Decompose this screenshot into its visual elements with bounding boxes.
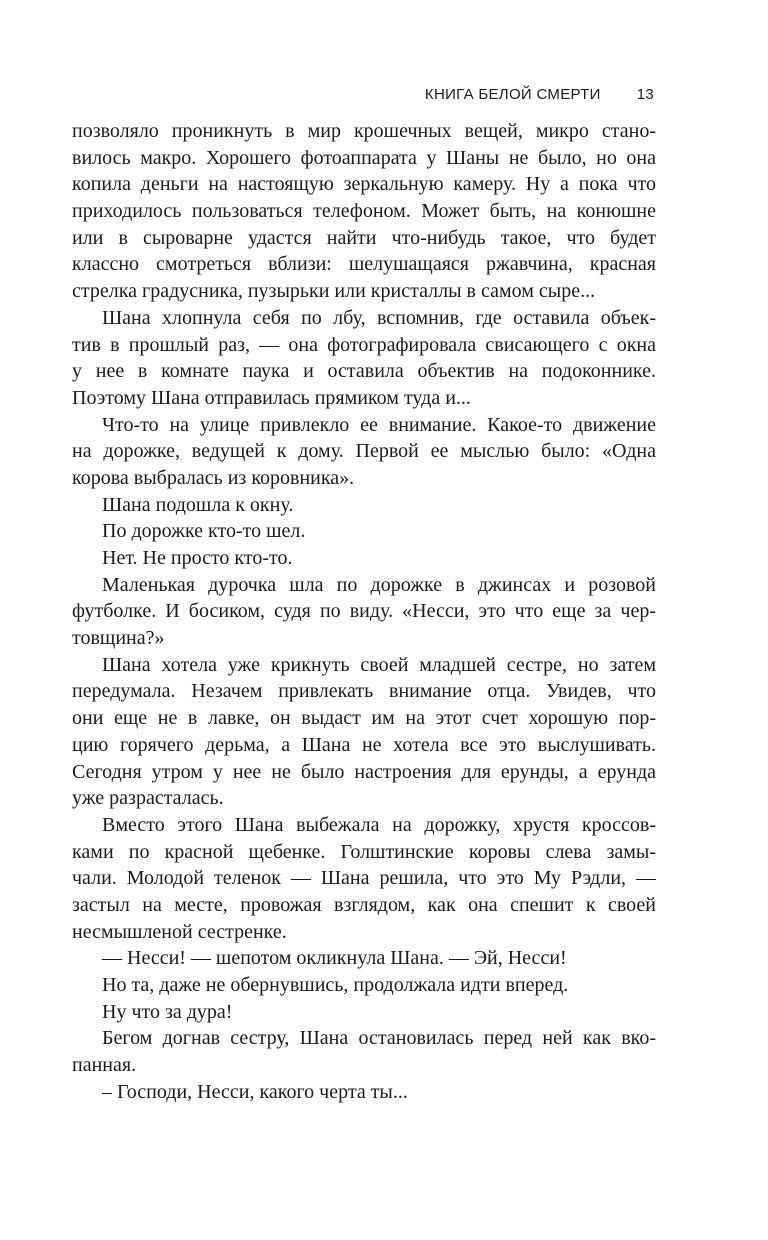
text-line: позволяло проникнуть в мир крошечных вещей, микро стано- (72, 120, 656, 142)
text-line: ками по красной щебенке. Голштинские коровы слева замы- (72, 840, 656, 863)
paragraph-first-line: – Господи, Несси, какого черта ты... (102, 1080, 408, 1103)
paragraph-first-line: Шана подошла к окну. (102, 493, 294, 516)
text-line: копила деньги на настоящую зеркальную камеру. Ну а пока что (72, 173, 656, 196)
text-line: классно смотреться вблизи: шелушащаяся ржавчина, красная (72, 253, 656, 276)
text-line: несмышленой сестренке. (72, 920, 287, 943)
paragraph-first-line: Маленькая дурочка шла по дорожке в джинсах и розовой (102, 573, 656, 596)
text-line: товщина?» (72, 627, 165, 650)
text-line: панная. (72, 1054, 137, 1077)
text-line: чали. Молодой теленок — Шана решила, что это Му Рэдли, — (72, 867, 656, 890)
paragraph-first-line: Вместо этого Шана выбежала на дорожку, хрустя кроссов- (102, 813, 656, 836)
text-line: приходилось пользоваться телефоном. Может быть, на конюшне (72, 200, 656, 223)
text-line: футболке. И босиком, судя по виду. «Несси, это что еще за чер- (72, 600, 656, 623)
text-line: на дорожке, ведущей к дому. Первой ее мыслью было: «Одна (72, 440, 656, 463)
text-line: они еще не в лавке, он выдаст им на этот счет хорошую пор- (72, 707, 656, 730)
paragraph-first-line: Шана хлопнула себя по лбу, вспомнив, где оставила объек- (102, 306, 656, 329)
paragraph-first-line: Нет. Не просто кто-то. (102, 547, 293, 569)
text-line: или в сыроварне удастся найти что-нибудь такое, что будет (72, 226, 656, 249)
paragraph-first-line: Бегом догнав сестру, Шана остановилась перед ней как вко- (102, 1027, 656, 1050)
text-line: Сегодня утром у нее не было настроения для ерунды, а ерунда (72, 760, 656, 783)
paragraph-first-line: По дорожке кто-то шел. (102, 520, 306, 543)
text-line: застыл на месте, провожая взглядом, как она спешит к своей (72, 893, 656, 916)
text-line: у нее в комнате паука и оставила объектив на подоконнике. (72, 360, 656, 383)
text-line: вилось макро. Хорошего фотоаппарата у Шаны не было, но она (72, 146, 656, 169)
book-title: КНИГА БЕЛОЙ СМЕРТИ (424, 86, 601, 103)
text-line: корова выбралась из коровника». (72, 466, 355, 489)
paragraph-first-line: Но та, даже не обернувшись, продолжала идти вперед. (102, 974, 569, 996)
text-line: стрелка градусника, пузырьки или кристаллы в самом сыре... (72, 280, 596, 303)
text-line: уже разрасталась. (72, 787, 224, 810)
running-header (425, 86, 654, 106)
paragraph-first-line: Шана хотела уже крикнуть своей младшей сестре, но затем (102, 653, 656, 676)
body-text (72, 118, 656, 1105)
paragraph-first-line: Ну что за дура! (102, 1000, 233, 1023)
paragraph-first-line: Что-то на улице привлекло ее внимание. Какое-то движение (102, 413, 656, 436)
text-line: цию горячего дерьма, а Шана не хотела все это выслушивать. (72, 733, 656, 756)
paragraph-first-line: — Несси! — шепотом окликнула Шана. — Эй, Несси! (102, 947, 567, 970)
text-line: передумала. Незачем привлекать внимание отца. Увидев, что (72, 680, 656, 703)
page-number: 13 (636, 86, 654, 103)
text-line: тив в прошлый раз, — она фотографировала свисающего с окна (72, 333, 656, 356)
text-line: Поэтому Шана отправилась прямиком туда и... (72, 386, 471, 409)
